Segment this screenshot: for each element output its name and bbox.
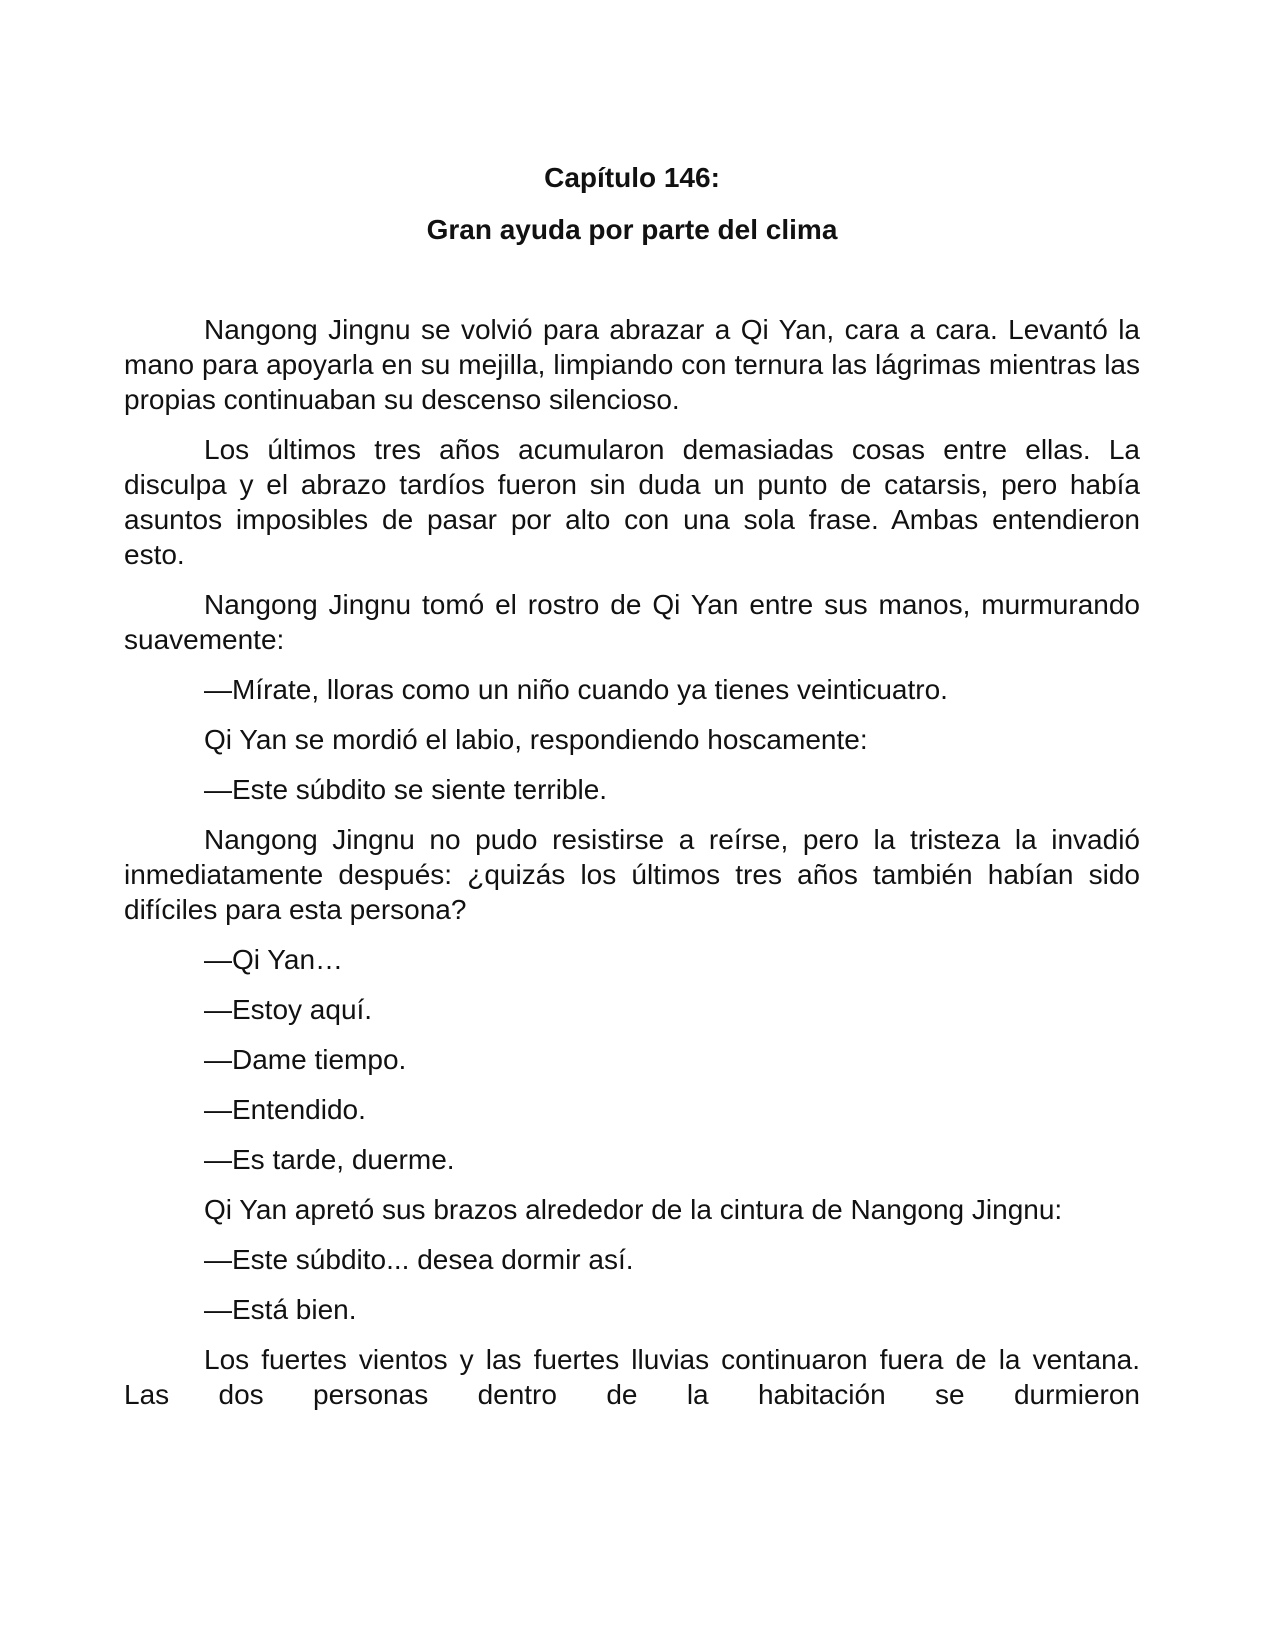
paragraph: Los últimos tres años acumularon demasiadas cosas entre ellas. La disculpa y el abrazo tardíos fueron sin duda un punto de catarsis, pero había asuntos imposibles de pasar por alto con una sola frase. Ambas entendieron esto. — [124, 434, 1140, 570]
dialogue-line: —Estoy aquí. — [204, 994, 373, 1025]
chapter-title: Gran ayuda por parte del clima — [426, 214, 838, 245]
dialogue-line: —Dame tiempo. — [204, 1044, 407, 1075]
dialogue-line: —Está bien. — [204, 1294, 357, 1325]
document-page — [124, 160, 1140, 1427]
paragraph: Nangong Jingnu se volvió para abrazar a Qi Yan, cara a cara. Levantó la mano para apoyarla en su mejilla, limpiando con ternura las lágrimas mientras las propias continuaban su descenso silencioso. — [124, 314, 1140, 415]
chapter-number: Capítulo 146: — [544, 162, 720, 193]
paragraph: Qi Yan se mordió el labio, respondiendo hoscamente: — [204, 724, 868, 755]
paragraph: Los fuertes vientos y las fuertes lluvias continuaron fuera de la ventana. Las dos personas dentro de la habitación se durmieron — [124, 1344, 1140, 1410]
dialogue-line: —Entendido. — [204, 1094, 366, 1125]
dialogue-line: —Este súbdito... desea dormir así. — [204, 1244, 634, 1275]
chapter-body — [124, 312, 1140, 1412]
dialogue-line: —Qi Yan… — [204, 944, 344, 975]
dialogue-line: —Es tarde, duerme. — [204, 1144, 455, 1175]
dialogue-line: —Mírate, lloras como un niño cuando ya tienes veinticuatro. — [204, 674, 948, 705]
paragraph: Qi Yan apretó sus brazos alrededor de la cintura de Nangong Jingnu: — [204, 1194, 1063, 1225]
paragraph: Nangong Jingnu no pudo resistirse a reírse, pero la tristeza la invadió inmediatamente después: ¿quizás los últimos tres años también habían sido difíciles para esta persona? — [124, 824, 1140, 925]
paragraph: Nangong Jingnu tomó el rostro de Qi Yan entre sus manos, murmurando suavemente: — [124, 589, 1140, 655]
dialogue-line: —Este súbdito se siente terrible. — [204, 774, 608, 805]
